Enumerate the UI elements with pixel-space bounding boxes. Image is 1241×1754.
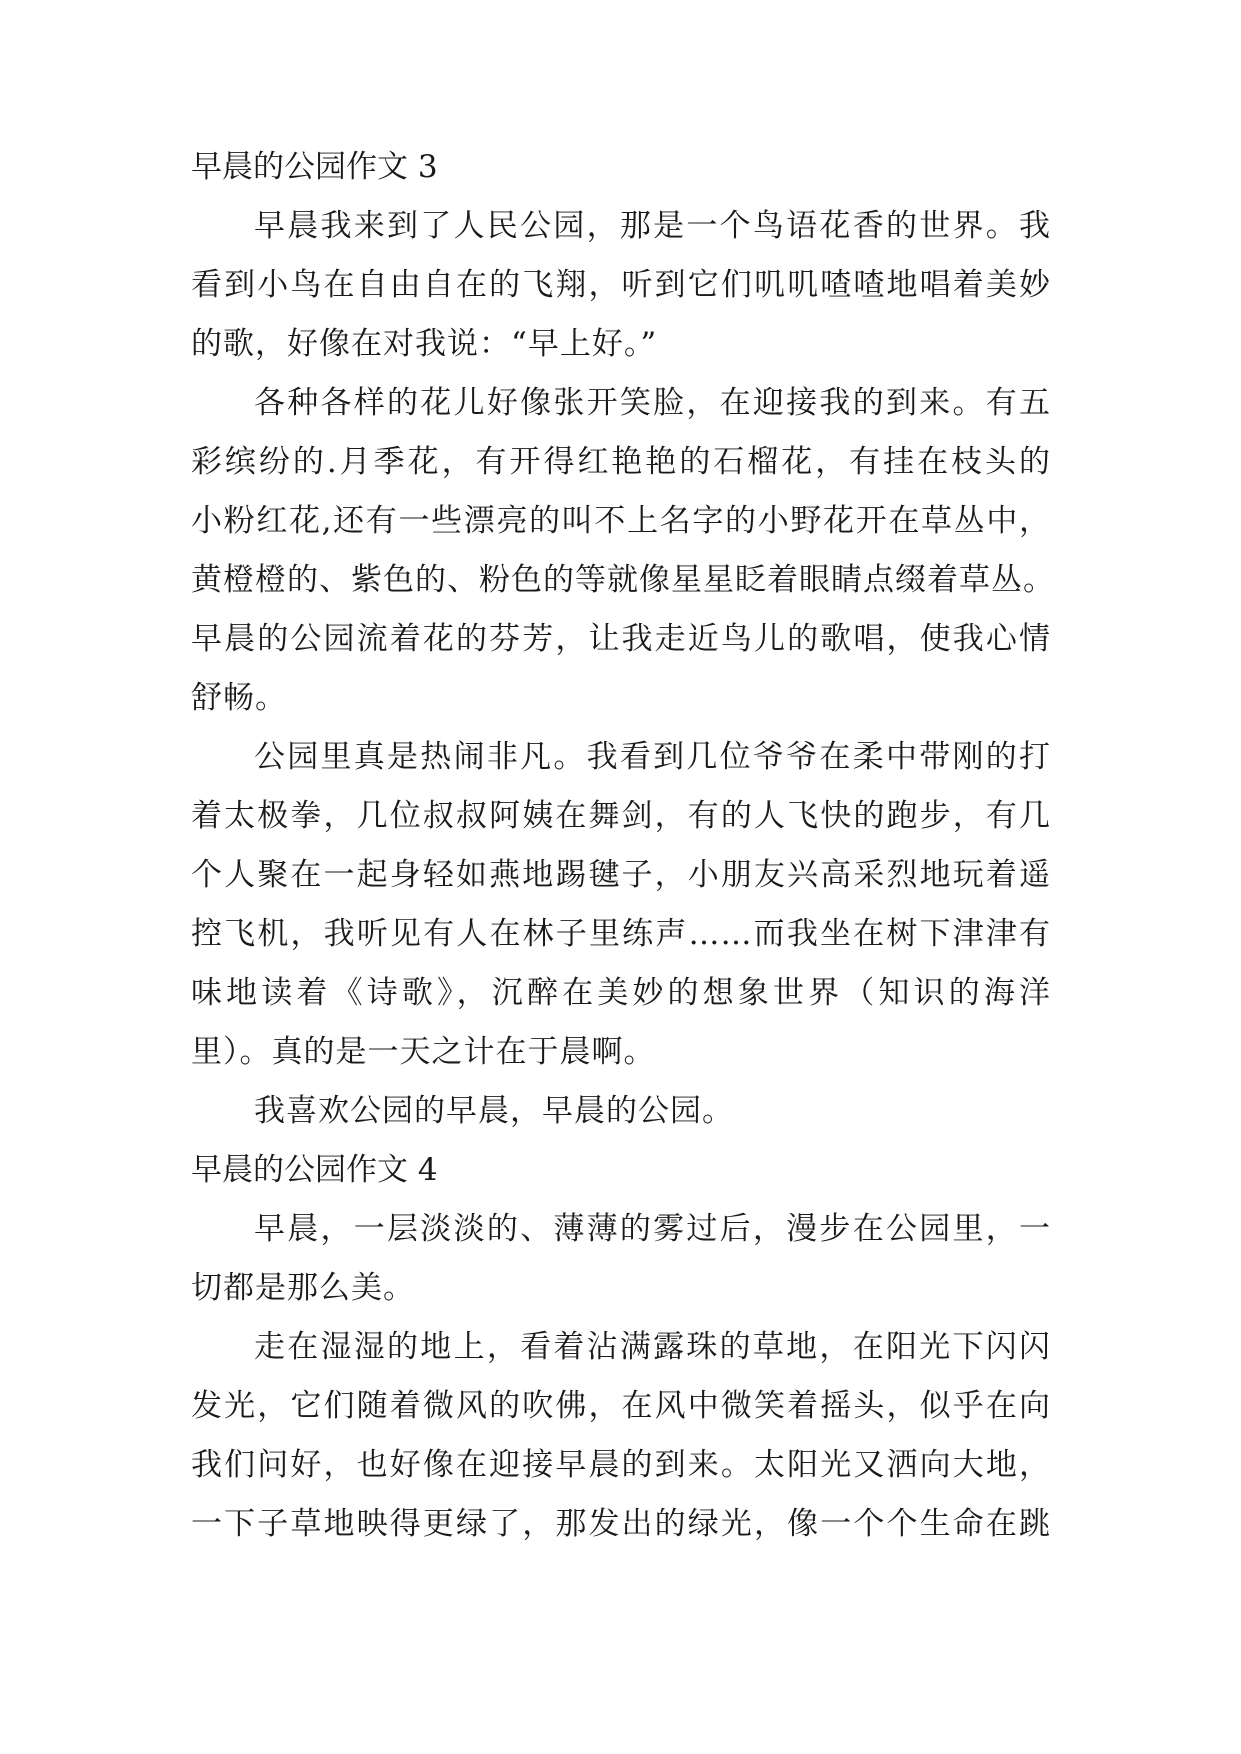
paragraph-line: 切都是那么美。 <box>191 1270 415 1306</box>
paragraph-line: 发光，它们随着微风的吹佛，在风中微笑着摇头，似乎在向 <box>191 1388 1051 1424</box>
paragraph-line: 看到小鸟在自由自在的飞翔，听到它们叽叽喳喳地唱着美妙 <box>191 267 1051 303</box>
paragraph-line: 黄橙橙的、紫色的、粉色的等就像星星眨着眼睛点缀着草丛。 <box>191 562 1055 598</box>
paragraph-line: 控飞机，我听见有人在林子里练声……而我坐在树下津津有 <box>191 916 1051 952</box>
paragraph-line: 小粉红花,还有一些漂亮的叫不上名字的小野花开在草丛中， <box>191 503 1051 539</box>
paragraph-line: 着太极拳，几位叔叔阿姨在舞剑，有的人飞快的跑步，有几 <box>191 798 1051 834</box>
paragraph-line: 早晨的公园流着花的芬芳，让我走近鸟儿的歌唱，使我心情 <box>191 621 1051 657</box>
paragraph-line: 里）。真的是一天之计在于晨啊。 <box>191 1034 656 1070</box>
paragraph-line: 我喜欢公园的早晨，早晨的公园。 <box>254 1093 734 1129</box>
essay-title: 早晨的公园作文 3 <box>191 149 438 185</box>
paragraph-line: 我们问好，也好像在迎接早晨的到来。太阳光又洒向大地， <box>191 1447 1051 1483</box>
paragraph-line: 早晨我来到了人民公园，那是一个鸟语花香的世界。我 <box>254 208 1051 244</box>
paragraph-line: 一下子草地映得更绿了，那发出的绿光，像一个个生命在跳 <box>191 1506 1051 1542</box>
paragraph-line: 的歌，好像在对我说：“早上好。” <box>191 326 658 362</box>
paragraph-line: 走在湿湿的地上，看着沾满露珠的草地，在阳光下闪闪 <box>254 1329 1051 1365</box>
paragraph-line: 公园里真是热闹非凡。我看到几位爷爷在柔中带刚的打 <box>254 739 1051 775</box>
paragraph-line: 彩缤纷的.月季花，有开得红艳艳的石榴花，有挂在枝头的 <box>191 444 1051 480</box>
essay-title: 早晨的公园作文 4 <box>191 1152 438 1188</box>
paragraph-line: 舒畅。 <box>191 680 287 716</box>
paragraph-line: 个人聚在一起身轻如燕地踢毽子，小朋友兴高采烈地玩着遥 <box>191 857 1051 893</box>
paragraph-line: 早晨，一层淡淡的、薄薄的雾过后，漫步在公园里，一 <box>254 1211 1051 1247</box>
paragraph-line: 味地读着《诗歌》，沉醉在美妙的想象世界（知识的海洋 <box>191 975 1051 1011</box>
paragraph-line: 各种各样的花儿好像张开笑脸，在迎接我的到来。有五 <box>254 385 1051 421</box>
